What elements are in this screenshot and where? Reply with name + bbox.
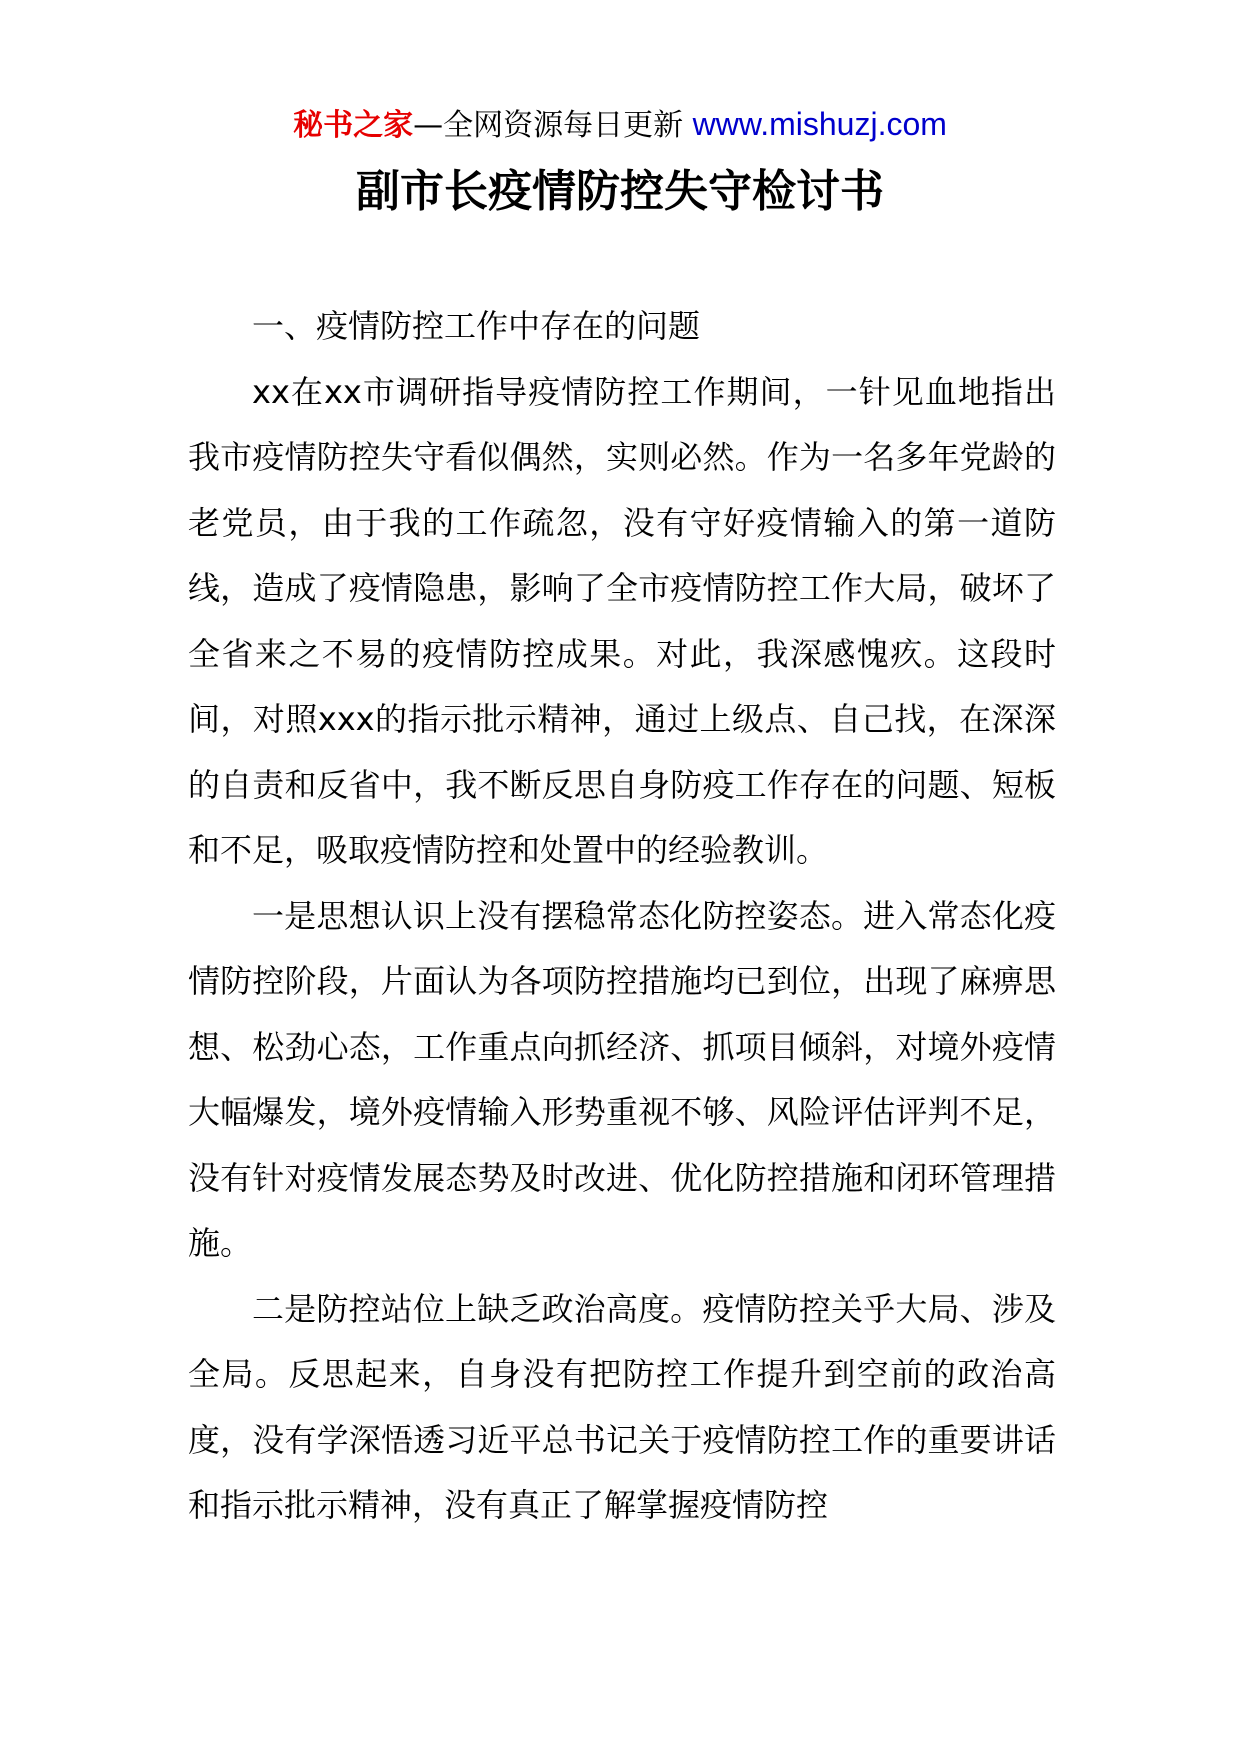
document-title: 副市长疫情防控失守检讨书 [356,166,884,217]
body-paragraph: 一是思想认识上没有摆稳常态化防控姿态。进入常态化疫情防控阶段，片面认为各项防控措施均已到位，出现了麻痹思想、松劲心态，工作重点向抓经济、抓项目倾斜，对境外疫情大幅爆发，境外疫情输入形势重视不够、风险评估评判不足，没有针对疫情发展态势及时改进、优化防控措施和闭环管理措施。 [188,896,1056,1262]
document-body [188,294,1056,1539]
brand-name: 秘书之家 [293,108,414,143]
section-heading: 一、疫情防控工作中存在的问题 [252,307,701,345]
body-paragraph: xx在xx市调研指导疫情防控工作期间，一针见血地指出我市疫情防控失守看似偶然，实则必然。作为一名多年党龄的老党员，由于我的工作疏忽，没有守好疫情输入的第一道防线，造成了疫情隐患，影响了全市疫情防控工作大局，破坏了全省来之不易的疫情防控成果。对此，我深感愧疚。这段时间，对照xxx的指示批示精神，通过上级点、自己找，在深深的自责和反省中，我不断反思自身防疫工作存在的问题、短板和不足，吸取疫情防控和处置中的经验教训。 [188,372,1056,869]
header-tagline: —全网资源每日更新 [413,108,693,143]
site-header [0,104,1240,146]
site-url-link[interactable]: www.mishuzj.com [692,106,947,142]
body-paragraph: 二是防控站位上缺乏政治高度。疫情防控关乎大局、涉及全局。反思起来，自身没有把防控工作提升到空前的政治高度，没有学深悟透习近平总书记关于疫情防控工作的重要讲话和指示批示精神，没有真正了解掌握疫情防控 [188,1289,1056,1524]
